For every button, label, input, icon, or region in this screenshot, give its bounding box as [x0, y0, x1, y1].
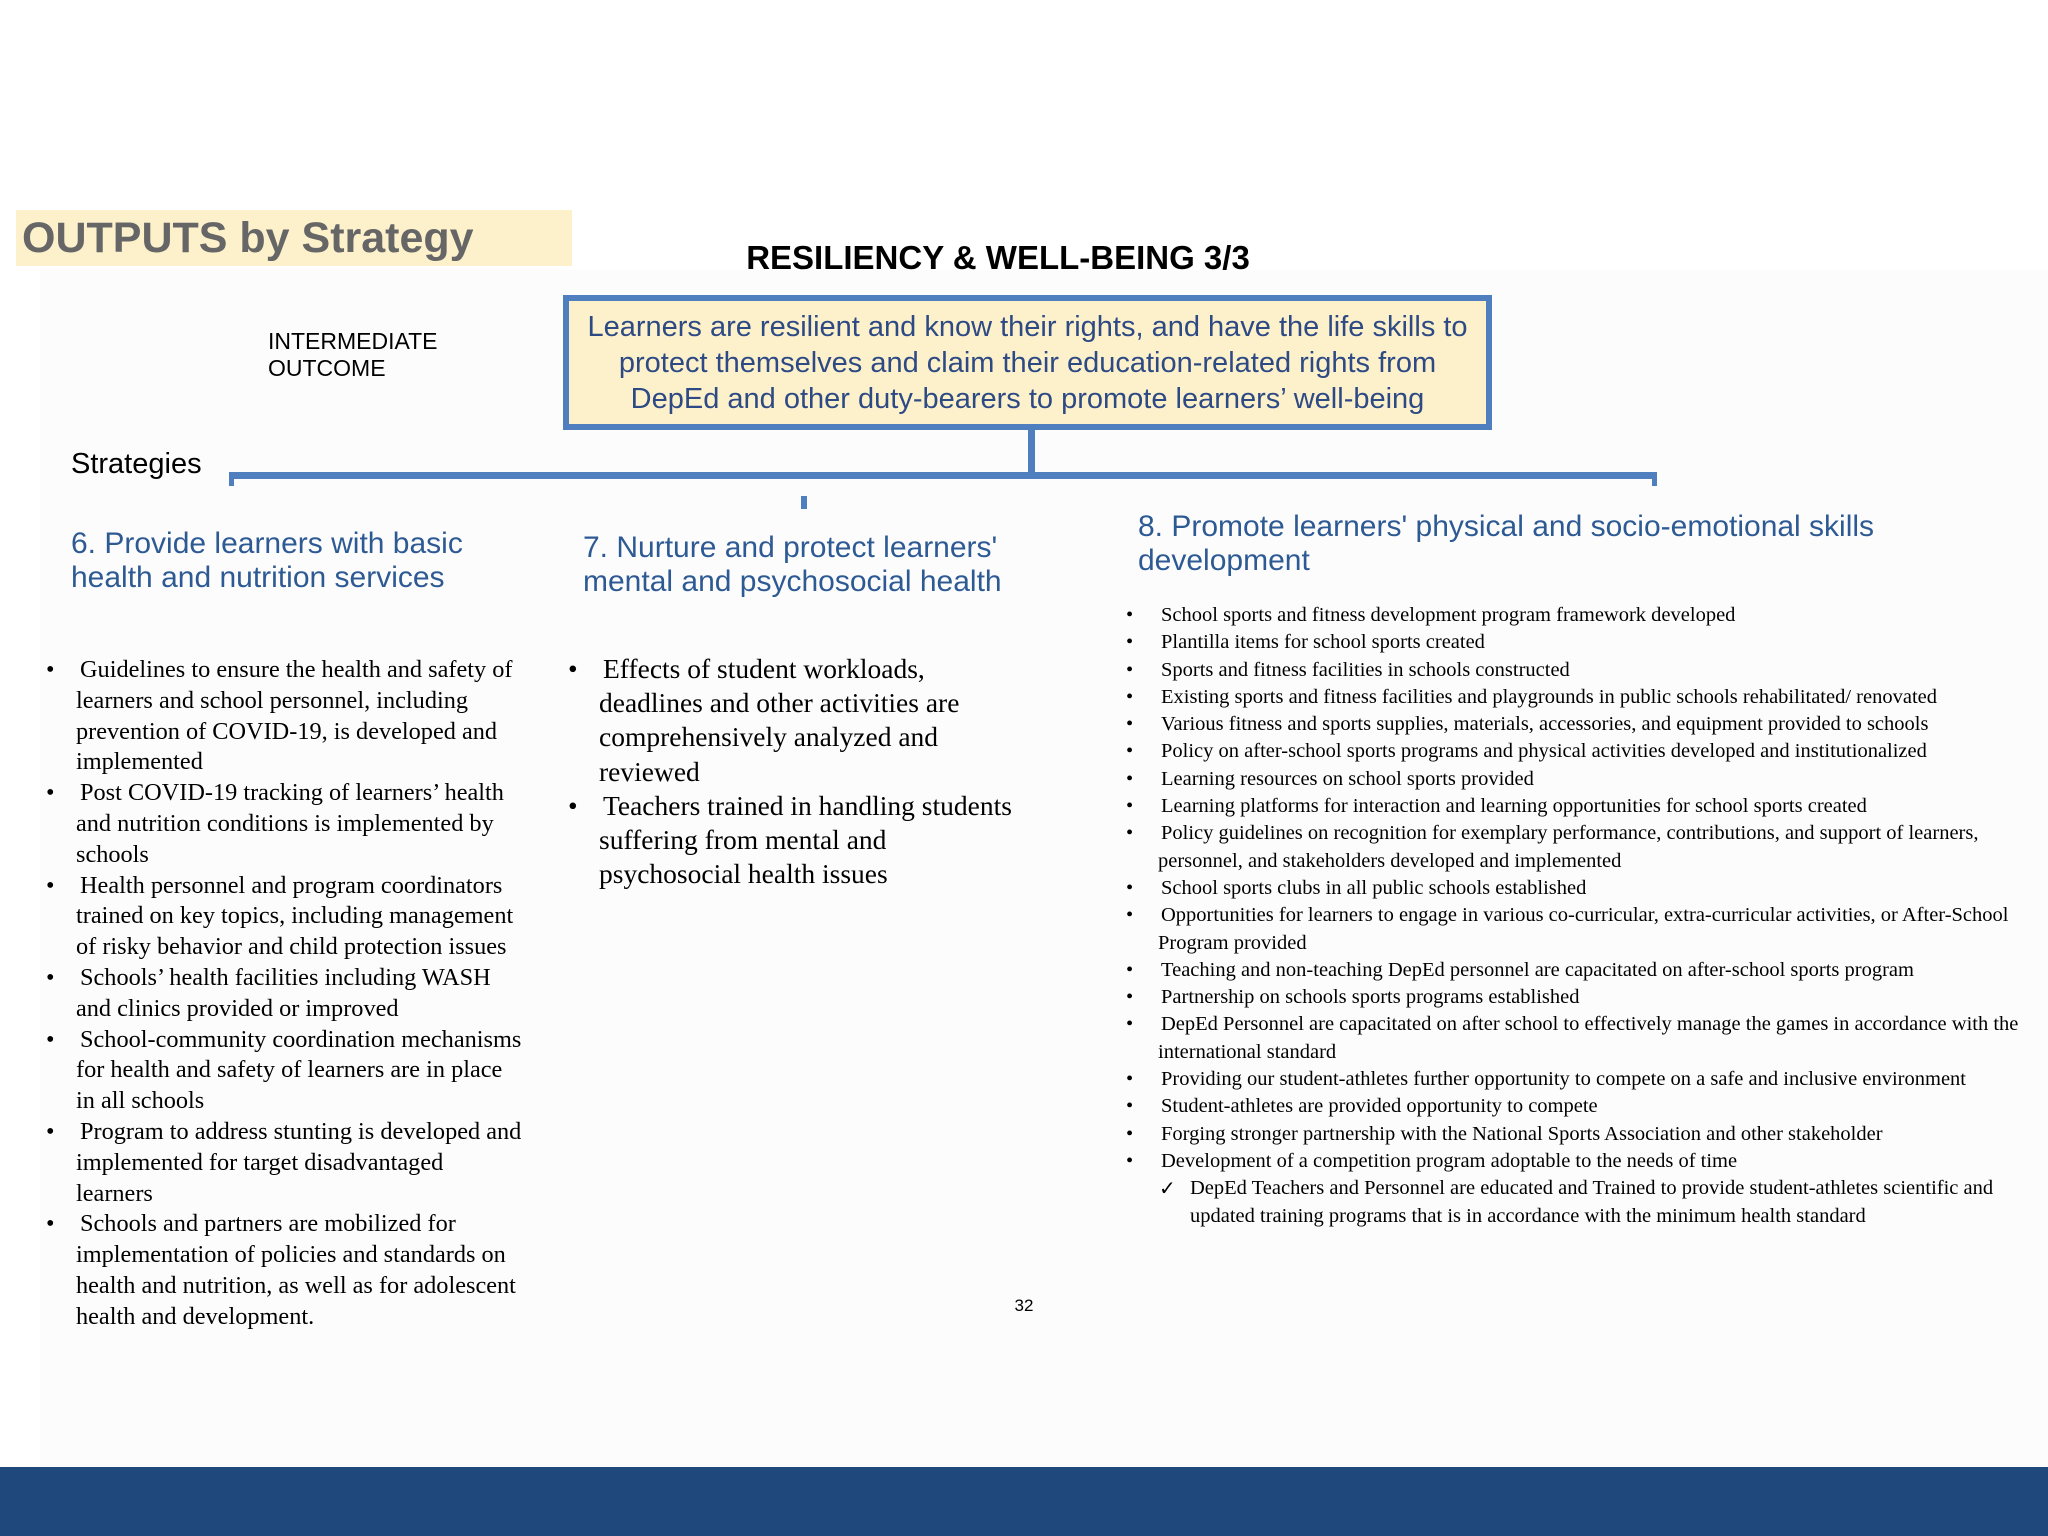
connector-tick-left — [229, 472, 234, 486]
checkmark-icon: ✓ — [1159, 1176, 1176, 1201]
list-item: • Effects of student workloads, deadlines and other activities are comprehensively analyzed and reviewed — [568, 653, 960, 787]
list-item: • Health personnel and program coordinators trained on key topics, including management of risky behavior and child protection issues — [46, 871, 514, 961]
list-item: • Learning resources on school sports provided — [1126, 767, 1534, 790]
list-item: • Plantilla items for school sports created — [1126, 631, 1485, 654]
intermediate-outcome-label-line1: INTERMEDIATE — [268, 328, 438, 354]
list-item: • Program to address stunting is developed and implemented for target disadvantaged learners — [46, 1117, 522, 1207]
sub-list-item: ✓ DepEd Teachers and Personnel are educated and Trained to provide student-athletes scientific and updated training programs that is in accordance with the minimum health standard — [1159, 1176, 1994, 1227]
intermediate-outcome-text: Learners are resilient and know their rights, and have the life skills to protect themselves and claim their education-related rights from DepEd and other duty-bearers to promote learners’ well-being — [587, 310, 1468, 415]
connector-horizontal — [229, 472, 1657, 479]
list-item: • Opportunities for learners to engage in various co-curricular, extra-curricular activities, or After-School Program provided — [1126, 904, 2009, 954]
list-item: • Policy on after-school sports programs and physical activities developed and institutionalized — [1126, 740, 1927, 763]
list-item: • Schools’ health facilities including WASH and clinics provided or improved — [46, 963, 491, 1022]
list-item: • Existing sports and fitness facilities and playgrounds in public schools rehabilitated/ renovated — [1126, 685, 1937, 708]
list-item: • School sports clubs in all public schools established — [1126, 876, 1587, 899]
list-item: • Various fitness and sports supplies, materials, accessories, and equipment provided to schools — [1126, 713, 1929, 736]
list-item: • Sports and fitness facilities in schools constructed — [1126, 658, 1570, 681]
section-label: OUTPUTS by Strategy — [16, 210, 572, 266]
strategy-6-title: 6. Provide learners with basic health and nutrition services — [71, 527, 463, 594]
list-item: • Forging stronger partnership with the National Sports Association and other stakeholder — [1126, 1122, 1883, 1145]
connector-vertical-main — [1028, 430, 1035, 475]
footer-bar — [0, 1467, 2048, 1536]
intermediate-outcome-label — [268, 328, 438, 382]
list-item: • Student-athletes are provided opportunity to compete — [1126, 1095, 1598, 1118]
list-item: • DepEd Personnel are capacitated on after school to effectively manage the games in accordance with the international standard — [1126, 1013, 2019, 1063]
page-title: RESILIENCY & WELL-BEING 3/3 — [746, 239, 1250, 276]
list-item: • School-community coordination mechanisms for health and safety of learners are in place in all schools — [46, 1025, 522, 1115]
strategy-8-title: 8. Promote learners' physical and socio-emotional skills development — [1138, 510, 1875, 577]
list-item: • Schools and partners are mobilized for implementation of policies and standards on health and nutrition, as well as for adolescent health and development. — [46, 1210, 516, 1330]
list-item: • Providing our student-athletes further opportunity to compete on a safe and inclusive environment — [1126, 1068, 1966, 1091]
connector-tick-right — [1652, 472, 1657, 486]
list-item: • Post COVID-19 tracking of learners’ health and nutrition conditions is implemented by schools — [46, 779, 504, 868]
strategies-label: Strategies — [71, 448, 202, 480]
list-item: • Policy guidelines on recognition for exemplary performance, contributions, and support of learners, personnel, and stakeholders developed and implemented — [1126, 822, 1979, 872]
strategy-6-outputs — [46, 655, 526, 1333]
strategy-7-title: 7. Nurture and protect learners' mental and psychosocial health — [583, 531, 1002, 598]
list-item: • Development of a competition program adoptable to the needs of time — [1126, 1149, 1738, 1172]
list-item: • Partnership on schools sports programs established — [1126, 986, 1580, 1009]
list-item: • School sports and fitness development program framework developed — [1126, 604, 1736, 626]
strategy-8-outputs — [1126, 602, 2046, 1230]
list-item: • Teachers trained in handling students suffering from mental and psychosocial health issues — [568, 789, 1012, 890]
intermediate-outcome-label-line2: OUTCOME — [268, 355, 386, 381]
page-number: 32 — [1014, 1296, 1034, 1315]
intermediate-outcome-box — [563, 295, 1492, 430]
list-item: • Guidelines to ensure the health and safety of learners and school personnel, including prevention of COVID-19, is developed and implemented — [46, 656, 513, 776]
strategy-7-outputs — [568, 652, 1028, 891]
connector-tick-middle — [801, 496, 807, 509]
list-item: • Learning platforms for interaction and learning opportunities for school sports created — [1126, 795, 1867, 818]
list-item: • Teaching and non-teaching DepEd personnel are capacitated on after-school sports program — [1126, 958, 1914, 981]
